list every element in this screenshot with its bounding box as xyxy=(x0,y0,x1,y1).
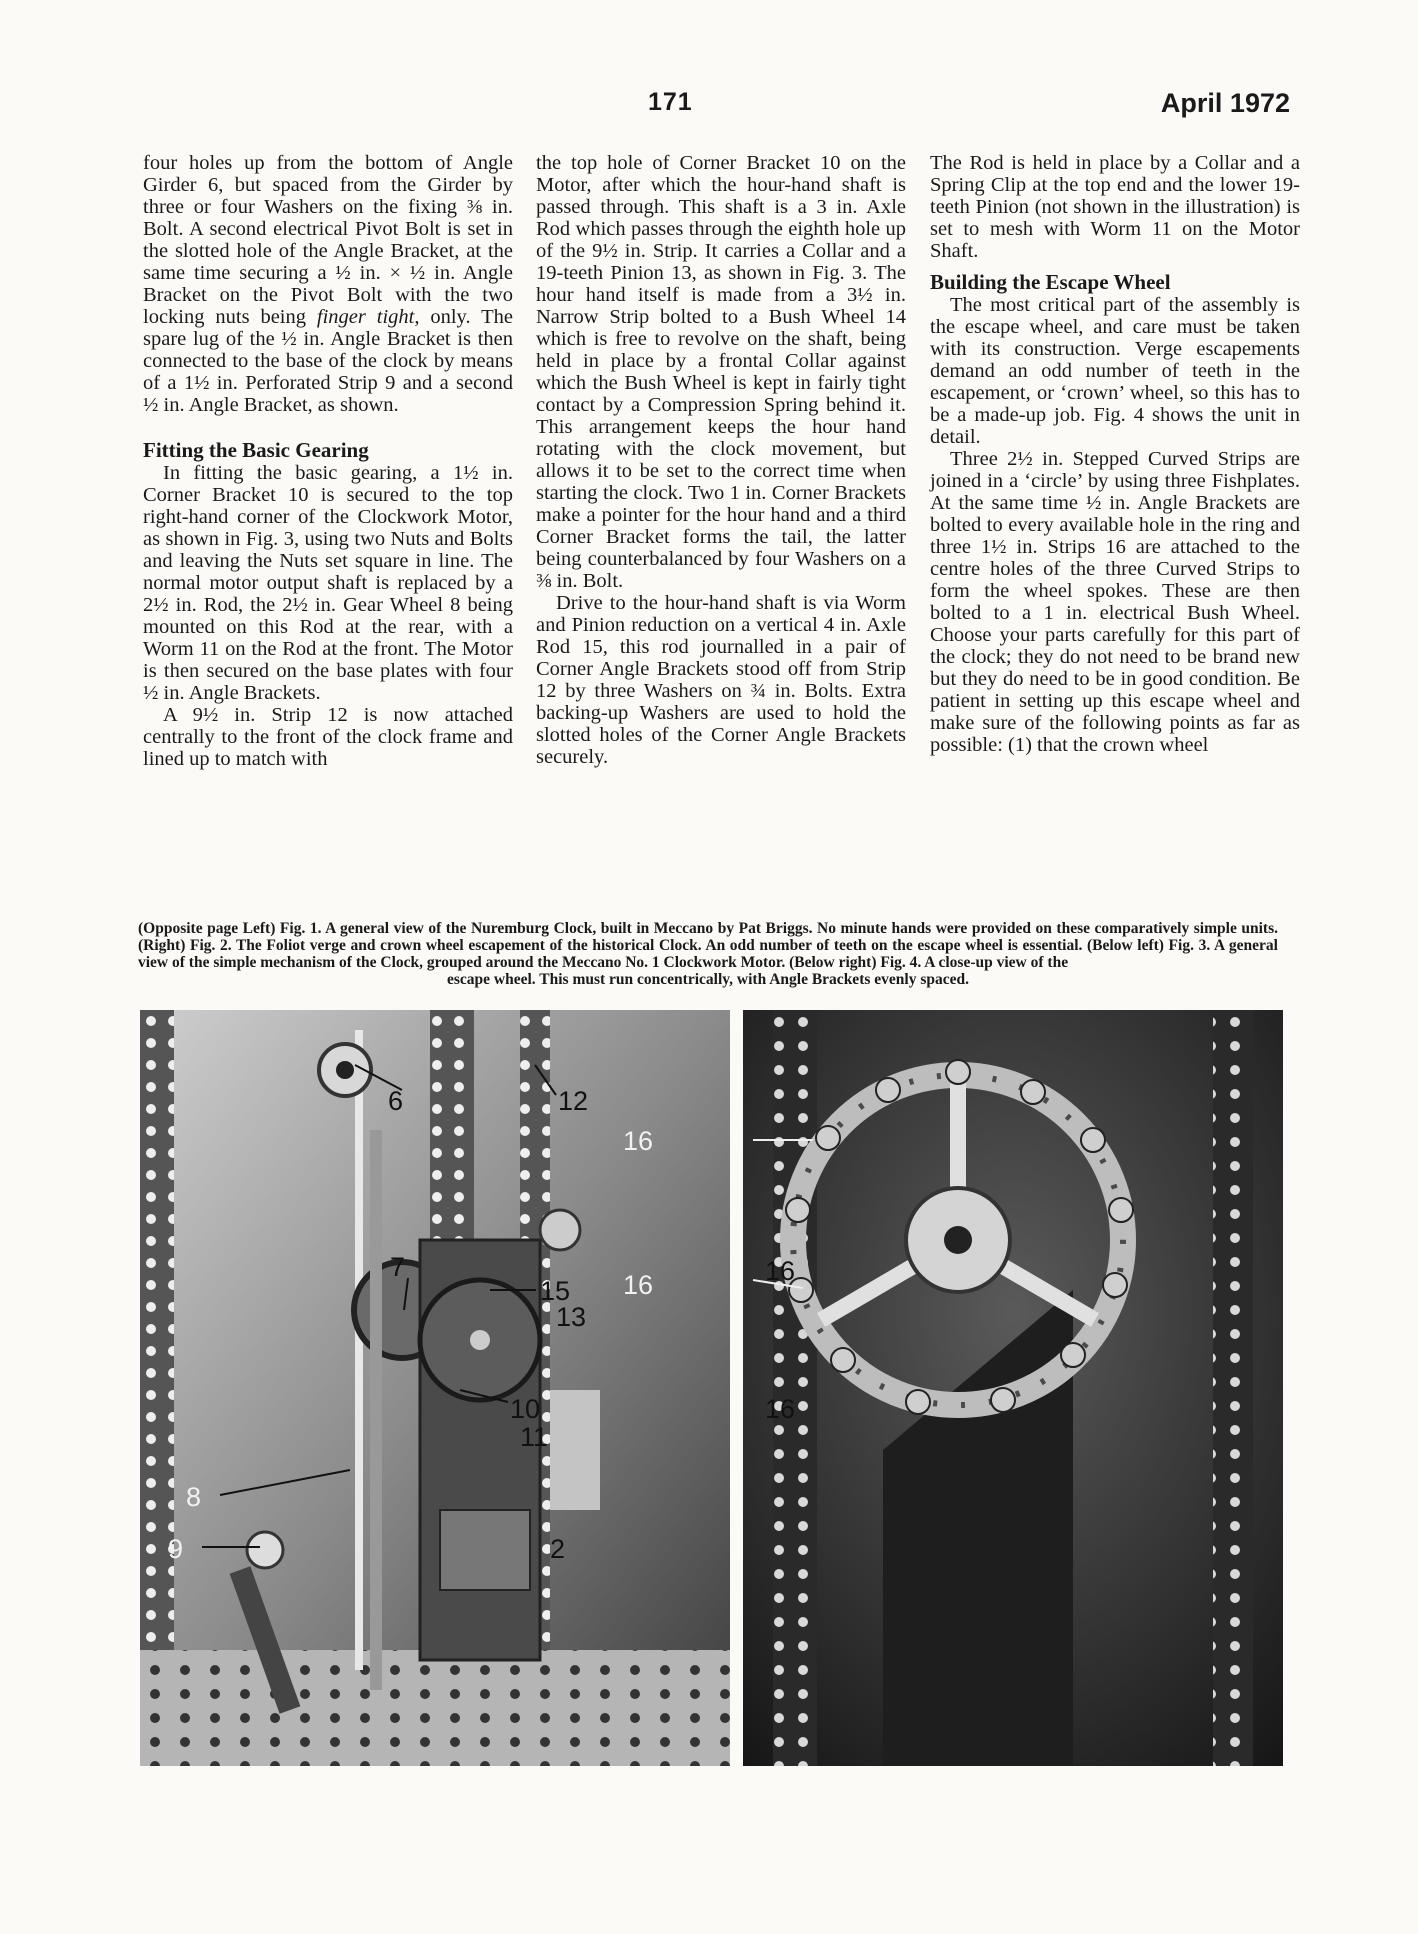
figure-label: 10 xyxy=(510,1394,541,1424)
figure-label-16-bottom: 16 xyxy=(765,1394,796,1424)
paragraph: the top hole of Corner Bracket 10 on the Motor, after which the hour-hand shaft is passed through. This shaft is a 3 in. Axle Rod which passes through the eighth hole up of the 9½ in. Strip. It carries a Collar and a 19-teeth Pinion 13, as shown in Fig. 3. The hour hand itself is made from a 3½ in. Narrow Strip bolted to a Bush Wheel 14 which is free to revolve on the shaft, being held in place by a frontal Collar against which the Bush Wheel is kept in fairly tight contact by a Compression Spring behind it. This arrangement keeps the hour hand rotating with the clock movement, but allows it to be set to the correct time when starting the clock. Two 1 in. Corner Brackets make a pointer for the hour hand and a third Corner Bracket forms the tail, the latter being counterbalanced by four Washers on a ⅜ in. Bolt. xyxy=(536,152,906,592)
figure-caption xyxy=(138,920,1278,988)
figure-label: 6 xyxy=(388,1086,404,1116)
figure-label: 7 xyxy=(390,1252,406,1282)
figure-label: 16 xyxy=(623,1126,654,1156)
figure-label: 12 xyxy=(558,1086,589,1116)
clock-mechanism-illustration xyxy=(140,1010,730,1766)
figure-label: 13 xyxy=(556,1302,587,1332)
paragraph: Three 2½ in. Stepped Curved Strips are joined in a ‘circle’ by using three Fishplates. At the same time ½ in. Angle Brackets are bolted to every available hole in the ring and three 1½ in. Strips 16 are attached to the centre holes of the three Curved Strips to form the wheel spokes. These are then bolted to a 1 in. electrical Bush Wheel. Choose your parts carefully for this part of the clock; they do not need to be brand new but they do need to be in good condition. Be patient in setting up this escape wheel and make sure of the following points as far as possible: (1) that the crown wheel xyxy=(930,448,1300,756)
figure-label: 11 xyxy=(520,1422,549,1452)
figure-label: 8 xyxy=(186,1482,202,1512)
fig4-label-overlay xyxy=(743,1010,863,1424)
paragraph: In fitting the basic gearing, a 1½ in. Corner Bracket 10 is secured to the top right-hand corner of the Clockwork Motor, as shown in Fig. 3, using two Nuts and Bolts and leaving the Nuts set square in line. The normal motor output shaft is replaced by a 2½ in. Rod, the 2½ in. Gear Wheel 8 being mounted on this Rod at the rear, with a Worm 11 on the Rod at the front. The Motor is then secured on the base plates with four ½ in. Angle Brackets. xyxy=(143,462,513,704)
paragraph: Drive to the hour-hand shaft is via Worm and Pinion reduction on a vertical 4 in. Axle Rod 15, this rod journalled in a pair of Corner Angle Brackets stood off from Strip 12 by three Washers on ¾ in. Bolts. Extra backing-up Washers are used to hold the slotted holes of the Corner Angle Brackets securely. xyxy=(536,592,906,768)
figure-3-photo xyxy=(140,1010,730,1766)
figure-label: 16 xyxy=(623,1270,654,1300)
text-column-3 xyxy=(930,152,1300,756)
paragraph: A 9½ in. Strip 12 is now attached centrally to the front of the clock frame and lined up to match with xyxy=(143,704,513,770)
section-heading-basic-gearing: Fitting the Basic Gearing xyxy=(143,438,369,462)
paragraph: four holes up from the bottom of Angle Girder 6, but spaced from the Girder by three or four Washers on the fixing ⅜ in. Bolt. A second electrical Pivot Bolt is set in the slotted hole of the Angle Bracket, at the same time securing a ½ in. × ½ in. Angle Bracket on the Pivot Bolt with the two locking nuts being finger tight, only. The spare lug of the ½ in. Angle Bracket is then connected to the base of the clock by means of a 1½ in. Perforated Strip 9 and a second ½ in. Angle Bracket, as shown. xyxy=(143,152,513,416)
section-heading-escape-wheel: Building the Escape Wheel xyxy=(930,270,1171,294)
paragraph: The most critical part of the assembly is the escape wheel, and care must be taken with its construction. Verge escapements demand an odd number of teeth in the escapement, or ‘crown’ wheel, so this has to be a made-up job. Fig. 4 shows the unit in detail. xyxy=(930,294,1300,448)
caption-text: (Opposite page Left) Fig. 1. A general view of the Nuremburg Clock, built in Meccano by Pat Briggs. No minute hands were provided on these comparatively simple units. (Right) Fig. 2. The Foliot verge and crown wheel escapement of the historical Clock. An odd number of teeth on the escape wheel is essential. (Below left) Fig. 3. A general view of the simple mechanism of the Clock, grouped around the Meccano No. 1 Clockwork Motor. (Below right) Fig. 4. A close-up view of the xyxy=(138,920,1278,971)
text-column-2 xyxy=(536,152,906,768)
text-column-1 xyxy=(143,152,513,770)
figure-label: 9 xyxy=(168,1534,184,1564)
paragraph: The Rod is held in place by a Collar and a Spring Clip at the top end and the lower 19-teeth Pinion (not shown in the illustration) is set to mesh with Worm 11 on the Motor Shaft. xyxy=(930,152,1300,262)
figure-label-16-top: 16 xyxy=(765,1256,796,1286)
issue-date: April 1972 xyxy=(1160,88,1290,118)
page-number: 171 xyxy=(648,88,693,116)
base-plate xyxy=(140,1650,730,1766)
page-header xyxy=(0,88,1418,128)
caption-last-line: escape wheel. This must run concentrically, with Angle Brackets evenly spaced. xyxy=(447,971,969,988)
figure-label: 2 xyxy=(550,1534,566,1564)
figure-label: 15 xyxy=(540,1276,571,1306)
